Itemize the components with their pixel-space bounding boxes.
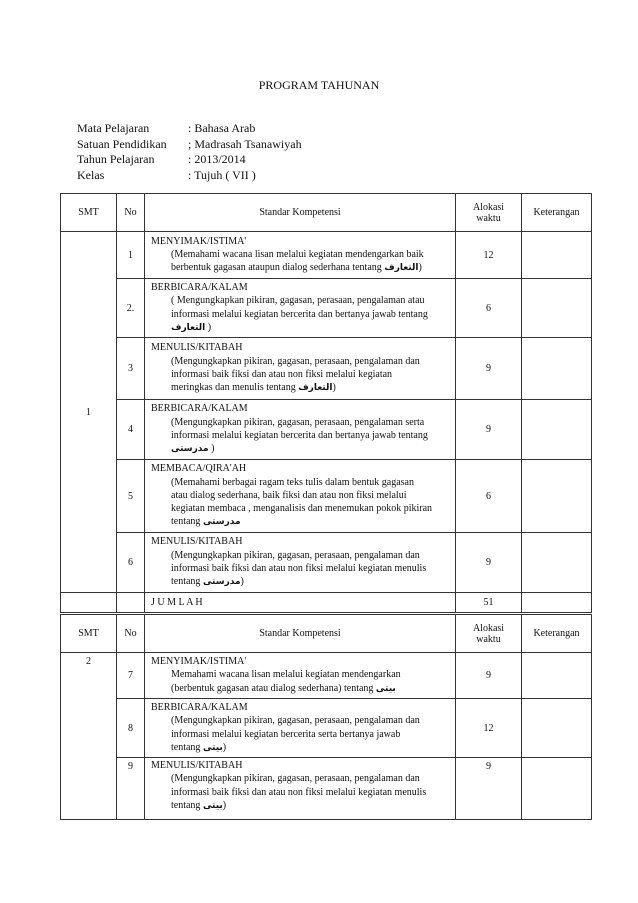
competency-line	[151, 799, 451, 813]
row-number: 6	[117, 533, 145, 593]
competency-line: informasi baik fiksi dan atau non fiksi melalui kegiatan menulis	[171, 563, 427, 574]
jumlah-value: 51	[456, 593, 522, 613]
header-waktu-line: waktu	[476, 633, 501, 645]
row-number: 2.	[117, 279, 145, 338]
empty-cell	[117, 593, 145, 613]
keterangan-cell	[522, 699, 592, 758]
header-alokasi-waktu	[456, 194, 522, 232]
arabic-topic: التعارف	[171, 322, 206, 333]
arabic-topic: مدرستى	[202, 517, 241, 528]
meta-key: Kelas	[77, 167, 105, 182]
arabic-topic: بيتى	[202, 742, 223, 753]
competency-cell	[145, 758, 456, 820]
competency-line: (Memahami berbagai ragam teks tulis dalam bentuk gagasan	[171, 476, 414, 488]
competency-line: Memahami wacana lisan melalui kegiatan mendengarkan	[171, 669, 401, 681]
competency-text-end: )	[205, 321, 212, 333]
table-header-row	[61, 615, 592, 653]
competency-cell	[145, 279, 456, 338]
arabic-topic: مدرستى	[202, 577, 241, 588]
header-keterangan: Keterangan	[522, 194, 592, 232]
identity-block	[77, 121, 302, 183]
row-number: 4	[117, 400, 145, 460]
competency-text-end: )	[222, 741, 227, 753]
meta-value: : Tujuh ( VII )	[188, 167, 256, 182]
competency-line: informasi melalui kegiatan bercerita dan bertanya jawab tentang	[171, 430, 428, 441]
meta-value: ; Madrasah Tsanawiyah	[188, 136, 302, 151]
competency-text: berbentuk gagasan ataupun dialog sederhana tentang	[171, 262, 382, 274]
competency-line	[151, 261, 451, 275]
competency-line: atau dialog sederhana, baik fiksi dan atau non fiksi melalui	[171, 489, 407, 501]
table-row	[61, 279, 592, 338]
jumlah-label: J U M L A H	[151, 596, 203, 608]
row-number: 7	[117, 653, 145, 699]
program-table-semester-1	[60, 193, 592, 613]
meta-key: Satuan Pendidikan	[77, 136, 167, 151]
table-row	[61, 400, 592, 460]
competency-heading: BERBICARA/KALAM	[151, 403, 248, 415]
competency-cell	[145, 338, 456, 400]
header-standar-kompetensi: Standar Kompetensi	[145, 615, 456, 653]
competency-text: (berbentuk gagasan atau dialog sederhana) tentang	[171, 682, 376, 694]
competency-cell	[145, 460, 456, 533]
arabic-topic: التعارف	[298, 383, 333, 394]
competency-text-end: )	[418, 262, 422, 274]
keterangan-cell	[522, 279, 592, 338]
competency-cell	[145, 699, 456, 758]
competency-line	[151, 682, 451, 696]
alokasi-value: 9	[456, 338, 522, 400]
alokasi-value: 12	[456, 699, 522, 758]
alokasi-value: 6	[456, 279, 522, 338]
jumlah-label-cell	[145, 593, 456, 613]
competency-line	[151, 442, 451, 456]
header-smt: SMT	[61, 194, 117, 232]
table-row	[61, 699, 592, 758]
page-title: PROGRAM TAHUNAN	[258, 78, 380, 92]
competency-line	[151, 515, 451, 529]
meta-key: Mata Pelajaran	[77, 121, 150, 135]
arabic-topic: بيتى	[202, 800, 223, 811]
table-row	[61, 460, 592, 533]
competency-line: informasi melalui kegiatan bercerita serta bertanya jawab	[171, 728, 401, 740]
competency-text: tentang	[171, 799, 203, 811]
keterangan-cell	[522, 758, 592, 820]
competency-line	[151, 321, 451, 335]
header-smt: SMT	[61, 615, 117, 653]
header-waktu-line: waktu	[476, 212, 501, 224]
header-keterangan: Keterangan	[522, 615, 592, 653]
empty-cell	[61, 593, 117, 613]
table-row	[61, 653, 592, 699]
semester-cell: 1	[61, 232, 117, 593]
empty-cell	[522, 593, 592, 613]
header-alokasi-line: Alokasi	[472, 201, 505, 213]
row-number: 3	[117, 338, 145, 400]
competency-line: informasi baik fiksi dan atau non fiksi melalui kegiatan	[171, 369, 393, 380]
header-no: No	[117, 615, 145, 653]
meta-row	[77, 137, 302, 153]
meta-value: : 2013/2014	[188, 152, 246, 166]
arabic-topic: التعارف	[384, 263, 419, 274]
meta-row	[77, 168, 302, 184]
competency-heading: MENULIS/KITABAH	[151, 342, 243, 354]
competency-line: ( Mengungkapkan pikiran, gagasan, perasaan, pengalaman atau	[171, 295, 425, 307]
competency-text-end: )	[208, 443, 215, 455]
jumlah-row	[61, 593, 592, 613]
competency-heading: BERBICARA/KALAM	[151, 281, 248, 293]
keterangan-cell	[522, 338, 592, 400]
arabic-topic: بيتى	[375, 683, 396, 694]
keterangan-cell	[522, 653, 592, 699]
table-row	[61, 533, 592, 593]
competency-line	[151, 381, 451, 395]
competency-line	[151, 575, 451, 589]
competency-text-end: )	[240, 576, 244, 588]
alokasi-value: 9	[456, 400, 522, 460]
meta-value: : Bahasa Arab	[188, 121, 256, 135]
competency-text: tentang	[171, 516, 203, 528]
competency-cell	[145, 533, 456, 593]
table-header-row	[61, 194, 592, 232]
header-standar-kompetensi: Standar Kompetensi	[145, 194, 456, 232]
alokasi-value: 6	[456, 460, 522, 533]
row-number: 5	[117, 460, 145, 533]
table-row	[61, 338, 592, 400]
meta-row	[77, 121, 302, 137]
competency-heading: MEMBACA/QIRA'AH	[151, 463, 247, 475]
competency-text: tentang	[171, 576, 203, 588]
row-number: 9	[117, 758, 145, 820]
header-alokasi-waktu	[456, 615, 522, 653]
keterangan-cell	[522, 533, 592, 593]
competency-line: (Mengungkapkan pikiran, gagasan, perasaan, pengalaman serta	[171, 416, 425, 428]
row-number: 8	[117, 699, 145, 758]
competency-line: (Mengungkapkan pikiran, gagasan, perasaan, pengalaman dan	[171, 549, 420, 561]
competency-text-end: )	[222, 799, 227, 811]
alokasi-value: 9	[456, 653, 522, 699]
competency-heading: MENYIMAK/ISTIMA'	[151, 235, 247, 247]
keterangan-cell	[522, 400, 592, 460]
keterangan-cell	[522, 460, 592, 533]
competency-line: (Mengungkapkan pikiran, gagasan, perasaan, pengalaman dan	[171, 715, 420, 727]
competency-heading: MENULIS/KITABAH	[151, 536, 243, 548]
competency-heading: MENYIMAK/ISTIMA'	[151, 656, 247, 668]
competency-text: meringkas dan menulis tentang	[171, 382, 299, 394]
competency-line: (Mengungkapkan pikiran, gagasan, perasaan, pengalaman dan	[171, 773, 420, 785]
arabic-topic: مدرستى	[171, 444, 209, 455]
keterangan-cell	[522, 232, 592, 279]
meta-row	[77, 152, 302, 168]
competency-line: (Memahami wacana lisan melalui kegiatan mendengarkan baik	[171, 248, 424, 260]
alokasi-value: 12	[456, 232, 522, 279]
alokasi-value: 9	[456, 533, 522, 593]
table-row	[61, 758, 592, 820]
competency-heading: BERBICARA/KALAM	[151, 701, 248, 713]
competency-line: kegiatan membaca , menganalisis dan menemukan pokok pikiran	[171, 503, 433, 515]
competency-cell	[145, 232, 456, 279]
competency-cell	[145, 400, 456, 460]
header-no: No	[117, 194, 145, 232]
meta-key: Tahun Pelajaran	[77, 152, 155, 166]
competency-line	[151, 741, 451, 755]
alokasi-value: 9	[456, 758, 522, 820]
competency-cell	[145, 653, 456, 699]
semester-cell: 2	[61, 653, 117, 820]
competency-line: informasi melalui kegiatan bercerita dan bertanya jawab tentang	[171, 308, 428, 320]
row-number: 1	[117, 232, 145, 279]
program-table-semester-2	[60, 614, 592, 820]
competency-text: tentang	[171, 741, 203, 753]
competency-line: (Mengungkapkan pikiran, gagasan, perasaan, pengalaman dan	[171, 355, 420, 367]
header-alokasi-line: Alokasi	[472, 622, 505, 634]
table-row	[61, 232, 592, 279]
competency-text-end: )	[332, 382, 336, 394]
competency-line: informasi baik fiksi dan atau non fiksi melalui kegiatan menulis	[171, 786, 427, 798]
competency-heading: MENULIS/KITABAH	[151, 760, 243, 771]
